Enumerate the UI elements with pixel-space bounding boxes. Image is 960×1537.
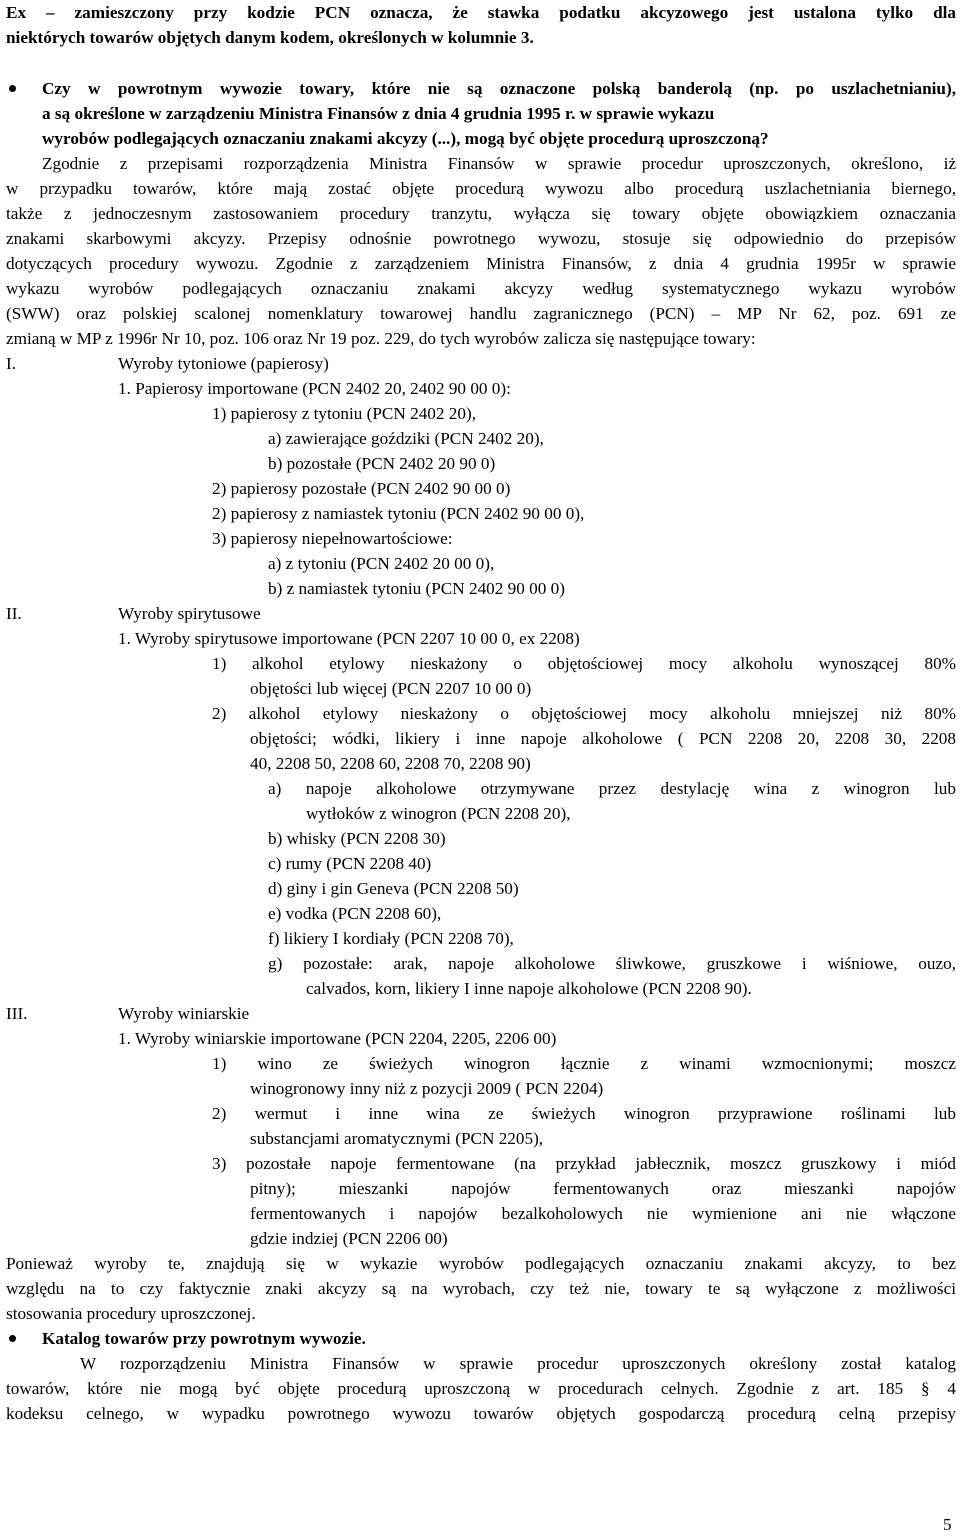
text-line: [0, 951, 960, 976]
text-line: [0, 1126, 960, 1151]
line-text: Wyroby winiarskie: [118, 1004, 250, 1023]
text-line: [0, 126, 960, 151]
section-numeral: I.: [6, 354, 17, 373]
line-text: kodeksu celnego, w wypadku powrotnego wywozu towarów objętych gospodarczą procedurą celną przepisy: [6, 1404, 956, 1423]
line-text: 1. Papierosy importowane (PCN 2402 20, 2402 90 00 0):: [118, 379, 511, 398]
text-line: [0, 1326, 960, 1351]
text-line: [0, 25, 960, 50]
line-text: b) z namiastek tytoniu (PCN 2402 90 00 0): [268, 579, 565, 598]
text-line: [0, 1376, 960, 1401]
text-line: [0, 401, 960, 426]
line-text: w przypadku towarów, które mają zostać objęte procedurą wywozu albo procedurą uszlachetniania biernego,: [6, 179, 956, 198]
text-line: [0, 1226, 960, 1251]
line-text: Ponieważ wyroby te, znajdują się w wykazie wyrobów podlegających oznaczaniu znakami akcyzy, to bez: [6, 1254, 956, 1273]
text-line: [0, 876, 960, 901]
line-text: 1. Wyroby winiarskie importowane (PCN 2204, 2205, 2206 00): [118, 1029, 557, 1048]
line-text: b) pozostałe (PCN 2402 20 90 0): [268, 454, 496, 473]
text-line: [0, 701, 960, 726]
line-text: objętości; wódki, likiery i inne napoje alkoholowe ( PCN 2208 20, 2208 30, 2208: [250, 729, 956, 748]
line-text: Wyroby spirytusowe: [118, 604, 261, 623]
line-text: 1) alkohol etylowy nieskażony o objętościowej mocy alkoholu wynoszącej 80%: [212, 654, 956, 673]
text-line: [0, 1351, 960, 1376]
text-line: [0, 1001, 960, 1026]
line-text: wytłoków z winogron (PCN 2208 20),: [306, 804, 571, 823]
text-line: [0, 651, 960, 676]
line-text: winogronowy inny niż z pozycji 2009 ( PCN 2204): [250, 1079, 604, 1098]
text-line: [0, 1276, 960, 1301]
line-text: b) whisky (PCN 2208 30): [268, 829, 446, 848]
line-text: e) vodka (PCN 2208 60),: [268, 904, 442, 923]
line-text: fermentowanych i napojów bezalkoholowych nie wymienione ani nie włączone: [250, 1204, 956, 1223]
line-text: calvados, korn, likiery I inne napoje alkoholowe (PCN 2208 90).: [306, 979, 752, 998]
line-text: substancjami aromatycznymi (PCN 2205),: [250, 1129, 544, 1148]
text-line: [0, 751, 960, 776]
line-text: 3) papierosy niepełnowartościowe:: [212, 529, 453, 548]
text-line: [0, 76, 960, 101]
line-text: a) napoje alkoholowe otrzymywane przez destylację wina z winogron lub: [268, 779, 956, 798]
text-line: [0, 326, 960, 351]
text-line: [0, 451, 960, 476]
line-text: f) likiery I kordiały (PCN 2208 70),: [268, 929, 514, 948]
text-line: [0, 851, 960, 876]
line-text: niektórych towarów objętych danym kodem, określonych w kolumnie 3.: [6, 28, 534, 47]
text-line: [0, 526, 960, 551]
line-text: wykazu wyrobów podlegających oznaczaniu znakami akcyzy według systematycznego wykazu wyrobów: [6, 279, 956, 298]
line-text: c) rumy (PCN 2208 40): [268, 854, 432, 873]
text-line: [0, 551, 960, 576]
section-numeral: II.: [6, 604, 22, 623]
line-text: 40, 2208 50, 2208 60, 2208 70, 2208 90): [250, 754, 531, 773]
text-line: [0, 1251, 960, 1276]
line-text: towarów, które nie mogą być objęte procedurą uproszczoną w procedurach celnych. Zgodnie z art. 185 § 4: [6, 1379, 956, 1398]
line-text: 2) alkohol etylowy nieskażony o objętościowej mocy alkoholu mniejszej niż 80%: [212, 704, 956, 723]
line-text: g) pozostałe: arak, napoje alkoholowe śliwkowe, gruszkowe i wiśniowe, ouzo,: [268, 954, 956, 973]
text-line: [0, 776, 960, 801]
line-text: stosowania procedury uproszczonej.: [6, 1304, 256, 1323]
text-line: [0, 926, 960, 951]
text-line: [0, 576, 960, 601]
line-text: zmianą w MP z 1996r Nr 10, poz. 106 oraz Nr 19 poz. 229, do tych wyrobów zalicza się następujące towary:: [6, 329, 756, 348]
line-text: (SWW) oraz polskiej scalonej nomenklatury towarowej handlu zagranicznego (PCN) – MP Nr 62, poz. 691 ze: [6, 304, 956, 323]
line-text: 1) wino ze świeżych winogron łącznie z winami wzmocnionymi; moszcz: [212, 1054, 956, 1073]
text-line: [0, 801, 960, 826]
text-line: [0, 1201, 960, 1226]
text-line: [0, 901, 960, 926]
line-text: gdzie indziej (PCN 2206 00): [250, 1229, 448, 1248]
line-text: wyrobów podlegających oznaczaniu znakami akcyzy (...), mogą być objęte procedurą uproszczoną?: [42, 129, 769, 148]
text-line: [0, 251, 960, 276]
page-number: 5: [943, 1515, 952, 1534]
text-line: [0, 501, 960, 526]
text-line: [0, 601, 960, 626]
text-line: [0, 476, 960, 501]
text-line: [0, 301, 960, 326]
line-text: Wyroby tytoniowe (papierosy): [118, 354, 329, 373]
line-text: 2) papierosy pozostałe (PCN 2402 90 00 0): [212, 479, 511, 498]
line-text: Ex – zamieszczony przy kodzie PCN oznacza, że stawka podatku akcyzowego jest ustalona tylko dla: [6, 3, 956, 22]
text-line: [0, 1076, 960, 1101]
text-line: [0, 0, 960, 25]
line-text: Katalog towarów przy powrotnym wywozie.: [42, 1329, 366, 1348]
line-text: 3) pozostałe napoje fermentowane (na przykład jabłecznik, moszcz gruszkowy i miód: [212, 1154, 956, 1173]
line-text: 2) papierosy z namiastek tytoniu (PCN 2402 90 00 0),: [212, 504, 585, 523]
line-text: Zgodnie z przepisami rozporządzenia Ministra Finansów w sprawie procedur uproszczonych, określono, iż: [42, 154, 956, 173]
text-line: [0, 726, 960, 751]
line-text: a są określone w zarządzeniu Ministra Finansów z dnia 4 grudnia 1995 r. w sprawie wykazu: [42, 104, 715, 123]
bullet-icon: [9, 85, 16, 92]
text-line: [0, 676, 960, 701]
section-numeral: III.: [6, 1004, 28, 1023]
text-line: [0, 1401, 960, 1426]
text-line: [0, 1051, 960, 1076]
text-line: [0, 1026, 960, 1051]
line-text: objętości lub więcej (PCN 2207 10 00 0): [250, 679, 532, 698]
text-line: [0, 1151, 960, 1176]
line-text: 1) papierosy z tytoniu (PCN 2402 20),: [212, 404, 476, 423]
text-line: [0, 376, 960, 401]
text-line: [0, 276, 960, 301]
text-line: [0, 351, 960, 376]
text-line: [0, 226, 960, 251]
line-text: d) giny i gin Geneva (PCN 2208 50): [268, 879, 519, 898]
text-line: [0, 1176, 960, 1201]
text-line: [0, 176, 960, 201]
line-text: a) z tytoniu (PCN 2402 20 00 0),: [268, 554, 495, 573]
text-line: [0, 626, 960, 651]
text-line: [0, 101, 960, 126]
line-text: W rozporządzeniu Ministra Finansów w sprawie procedur uproszczonych określony został katalog: [80, 1354, 956, 1373]
text-line: [0, 426, 960, 451]
line-text: także z jednoczesnym zastosowaniem procedury tranzytu, wyłącza się towary objęte obowiązkiem oznaczania: [6, 204, 956, 223]
line-text: 2) wermut i inne wina ze świeżych winogron przyprawione roślinami lub: [212, 1104, 956, 1123]
line-text: Czy w powrotnym wywozie towary, które nie są oznaczone polską banderolą (np. po uszlachetnianiu),: [42, 79, 956, 98]
line-text: pitny); mieszanki napojów fermentowanych oraz mieszanki napojów: [250, 1179, 956, 1198]
line-text: znakami skarbowymi akcyzy. Przepisy odnośnie powrotnego wywozu, stosuje się odpowiednio do przepisów: [6, 229, 956, 248]
line-text: dotyczących procedury wywozu. Zgodnie z zarządzeniem Ministra Finansów, z dnia 4 grudnia 1995r w sprawie: [6, 254, 956, 273]
line-text: a) zawierające goździki (PCN 2402 20),: [268, 429, 544, 448]
line-text: względu na to czy faktycznie znaki akcyzy są na wyrobach, czy też nie, towary te są wyłączone z możliwości: [6, 1279, 956, 1298]
bullet-icon: [9, 1335, 16, 1342]
text-line: [0, 826, 960, 851]
text-line: [0, 201, 960, 226]
line-text: 1. Wyroby spirytusowe importowane (PCN 2207 10 00 0, ex 2208): [118, 629, 580, 648]
text-line: [0, 151, 960, 176]
text-line: [0, 1101, 960, 1126]
text-line: [0, 1301, 960, 1326]
text-line: [0, 976, 960, 1001]
